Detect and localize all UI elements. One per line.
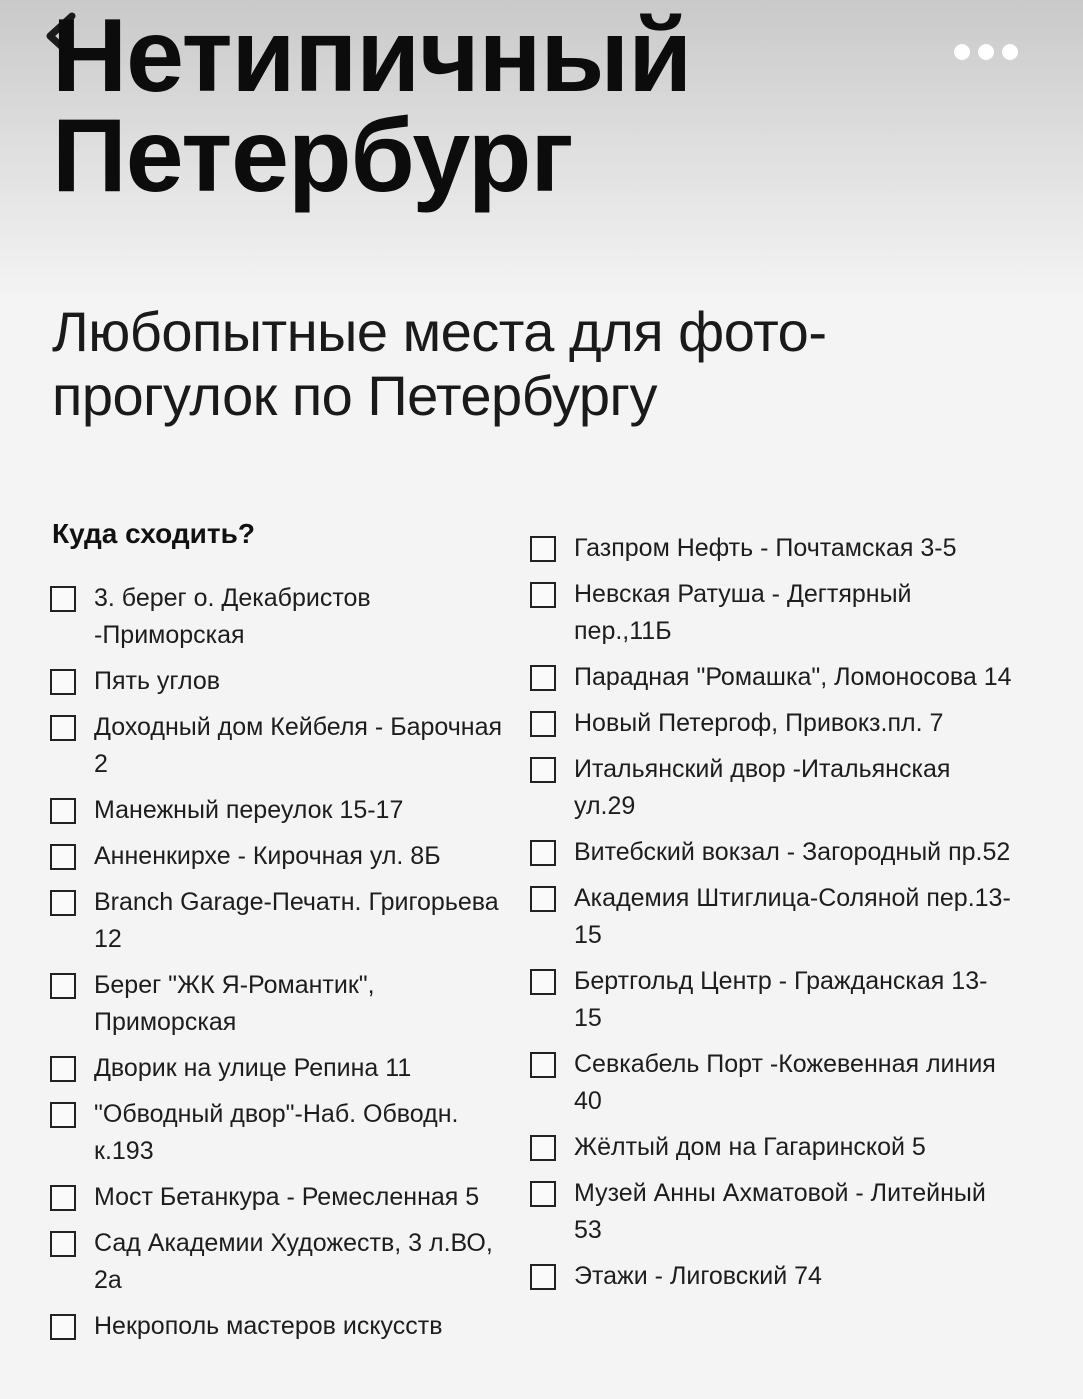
checkbox[interactable] — [530, 1264, 556, 1290]
checkbox[interactable] — [50, 973, 76, 999]
checklist-item-label: Сад Академии Художеств, 3 л.ВО, 2а — [94, 1229, 493, 1294]
checkbox[interactable] — [50, 1185, 76, 1211]
checklist-item[interactable] — [530, 880, 1050, 954]
checkbox[interactable] — [530, 582, 556, 608]
checkbox[interactable] — [50, 844, 76, 870]
checklist-item[interactable] — [530, 659, 1050, 696]
checklist-item-label: Новый Петергоф, Привокз.пл. 7 — [574, 709, 944, 737]
checklist-item-label: Мост Бетанкура - Ремесленная 5 — [94, 1183, 480, 1211]
checklist-item[interactable] — [530, 751, 1050, 825]
checklist-item-label: Академия Штиглица-Соляной пер.13-15 — [574, 884, 1011, 949]
checklist-item[interactable] — [530, 1129, 1050, 1166]
checklist-item[interactable] — [50, 1096, 520, 1170]
page-subtitle: Любопытные места для фото-прогулок по Петербургу — [52, 300, 827, 427]
checklist-left-column — [50, 580, 520, 1354]
checklist-item[interactable] — [530, 705, 1050, 742]
checkbox[interactable] — [530, 1135, 556, 1161]
page-title: Нетипичный Петербург — [52, 0, 692, 214]
checklist-item[interactable] — [530, 1258, 1050, 1295]
checkbox[interactable] — [50, 586, 76, 612]
checklist-item[interactable] — [50, 1225, 520, 1299]
checklist-item[interactable] — [530, 963, 1050, 1037]
checkbox[interactable] — [530, 1052, 556, 1078]
checklist-item-label: 3. берег о. Декабристов -Приморская — [94, 584, 371, 649]
checkbox[interactable] — [50, 1231, 76, 1257]
checklist-item-label: Пять углов — [94, 667, 221, 695]
checklist-item-label: Парадная "Ромашка", Ломоносова 14 — [574, 663, 1012, 691]
checklist-item-label: Бертгольд Центр - Гражданская 13-15 — [574, 967, 988, 1032]
more-dots-icon — [948, 40, 1024, 68]
checklist-item[interactable] — [530, 834, 1050, 871]
checklist-item[interactable] — [530, 576, 1050, 650]
checklist-item-label: Витебский вокзал - Загородный пр.52 — [574, 838, 1011, 866]
checklist-item-label: Этажи - Лиговский 74 — [574, 1262, 822, 1290]
checklist-item-label: Севкабель Порт -Кожевенная линия 40 — [574, 1050, 996, 1115]
checklist-item-label: Некрополь мастеров искусств — [94, 1312, 443, 1340]
checkbox[interactable] — [530, 840, 556, 866]
checklist-item-label: Итальянский двор -Итальянская ул.29 — [574, 755, 951, 820]
checkbox[interactable] — [530, 665, 556, 691]
checkbox[interactable] — [50, 1102, 76, 1128]
checklist-item[interactable] — [50, 663, 520, 700]
checklist-item-label: Анненкирхе - Кирочная ул. 8Б — [94, 842, 441, 870]
checkbox[interactable] — [50, 1314, 76, 1340]
checklist-item-label: Манежный переулок 15-17 — [94, 796, 404, 824]
checkbox[interactable] — [50, 669, 76, 695]
checklist-item[interactable] — [50, 709, 520, 783]
checklist-item-label: Branch Garage-Печатн. Григорьева 12 — [94, 888, 499, 953]
checklist-item-label: Доходный дом Кейбеля - Барочная 2 — [94, 713, 503, 778]
checkbox[interactable] — [530, 886, 556, 912]
checklist-item-label: "Обводный двор"-Наб. Обводн. к.193 — [94, 1100, 459, 1165]
checklist-item-label: Газпром Нефть - Почтамская 3-5 — [574, 534, 957, 562]
checklist-item[interactable] — [50, 792, 520, 829]
checklist-item[interactable] — [50, 580, 520, 654]
more-options-button[interactable] — [948, 40, 1024, 68]
checkbox[interactable] — [530, 1181, 556, 1207]
checkbox[interactable] — [50, 1056, 76, 1082]
checklist-item-label: Музей Анны Ахматовой - Литейный 53 — [574, 1179, 986, 1244]
checklist-item-label: Берег "ЖК Я-Романтик", Приморская — [94, 971, 375, 1036]
checkbox[interactable] — [50, 715, 76, 741]
checklist-item[interactable] — [50, 1308, 520, 1345]
checklist-item[interactable] — [50, 838, 520, 875]
checklist-right-column — [530, 530, 1050, 1304]
checklist-item[interactable] — [530, 1175, 1050, 1249]
checkbox[interactable] — [530, 757, 556, 783]
checkbox[interactable] — [530, 536, 556, 562]
checklist-item-label: Жёлтый дом на Гагаринской 5 — [574, 1133, 926, 1161]
checklist-item-label: Невская Ратуша - Дегтярный пер.,11Б — [574, 580, 912, 645]
checklist-item-label: Дворик на улице Репина 11 — [94, 1054, 412, 1082]
checkbox[interactable] — [530, 969, 556, 995]
section-heading: Куда сходить? — [52, 518, 255, 549]
checklist-item[interactable] — [50, 1179, 520, 1216]
checklist-item[interactable] — [530, 1046, 1050, 1120]
checklist-item[interactable] — [50, 967, 520, 1041]
checklist-item[interactable] — [530, 530, 1050, 567]
checkbox[interactable] — [50, 890, 76, 916]
checklist-item[interactable] — [50, 1050, 520, 1087]
checkbox[interactable] — [50, 798, 76, 824]
checkbox[interactable] — [530, 711, 556, 737]
checklist-item[interactable] — [50, 884, 520, 958]
